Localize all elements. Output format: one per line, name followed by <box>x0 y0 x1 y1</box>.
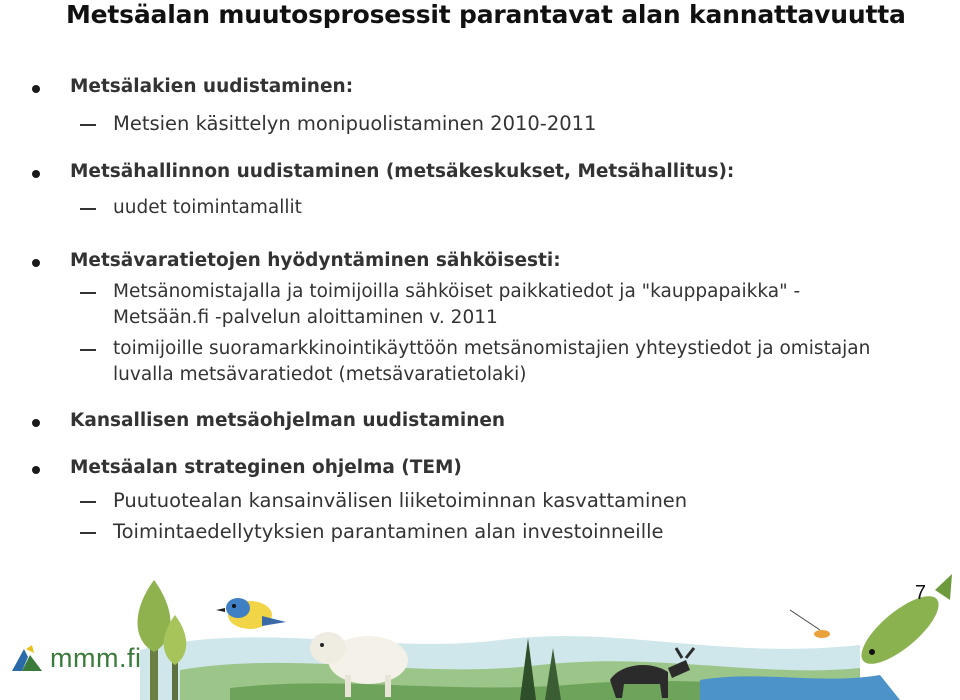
dash-icon <box>80 208 96 210</box>
bullet-dot-icon <box>32 419 40 427</box>
nature-illustration <box>0 560 960 700</box>
sub-text: Metsien käsittelyn monipuolistaminen 2010-2011 <box>113 112 597 135</box>
bullet-text: Metsähallinnon uudistaminen (metsäkeskukset, Metsähallitus): <box>70 161 735 182</box>
page-number: 7 <box>914 582 926 604</box>
dash-icon <box>80 349 96 351</box>
dash-icon <box>80 292 96 294</box>
bullet-dot-icon <box>32 466 40 474</box>
dash-icon <box>80 501 96 503</box>
bullet-text: Metsäalan strateginen ohjelma (TEM) <box>70 457 462 478</box>
dash-icon <box>80 532 96 534</box>
sub-text: toimijoille suoramarkkinointikäyttöön metsänomistajien yhteystiedot ja omistajan luvalla metsävaratiedot (metsävaratietolaki) <box>113 338 871 385</box>
bullet-dot-icon <box>32 259 40 267</box>
bullet-text: Metsävaratietojen hyödyntäminen sähköisesti: <box>70 250 561 271</box>
slide-title: Metsäalan muutosprosessit parantavat alan kannattavuutta <box>66 0 906 29</box>
bullet-text: Kansallisen metsäohjelman uudistaminen <box>70 410 506 431</box>
logo-text: mmm.fi <box>50 642 142 673</box>
sub-text: Toimintaedellytyksien parantaminen alan investoinneille <box>113 520 664 543</box>
sub-text: Metsänomistajalla ja toimijoilla sähköiset paikkatiedot ja "kauppapaikka" - Metsään.fi -palvelun aloittaminen v. 2011 <box>113 281 801 328</box>
dash-icon <box>80 124 96 126</box>
mmm-logo-icon <box>10 643 44 673</box>
bullet-dot-icon <box>32 85 40 93</box>
bullet-text: Metsälakien uudistaminen: <box>70 76 354 97</box>
sub-text: uudet toimintamallit <box>113 197 302 218</box>
sub-text: Puutuotealan kansainvälisen liiketoiminnan kasvattaminen <box>113 489 688 512</box>
bullet-dot-icon <box>32 170 40 178</box>
mmm-logo <box>10 640 141 676</box>
